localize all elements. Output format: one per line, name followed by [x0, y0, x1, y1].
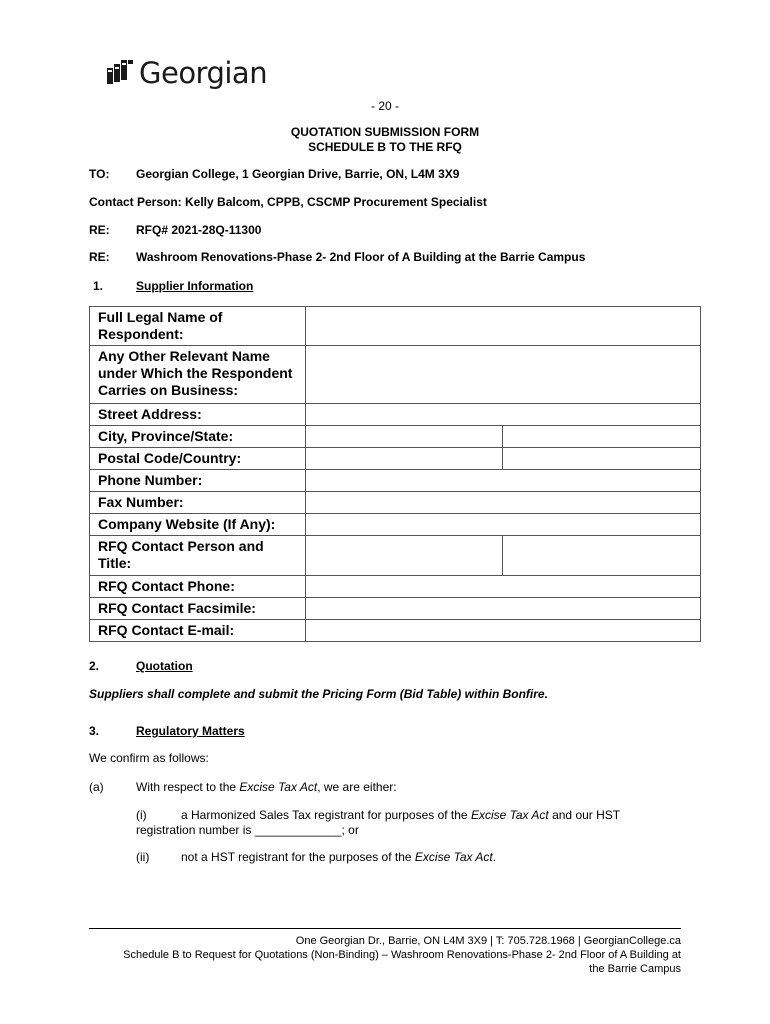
item-text: a Harmonized Sales Tax registrant for purposes of the: [181, 808, 471, 822]
field-label: RFQ Contact Person and Title:: [90, 536, 306, 576]
footer-address: One Georgian Dr., Barrie, ON L4M 3X9 | T: 705.728.1968 | GeorgianCollege.ca: [295, 935, 681, 947]
fax-input[interactable]: [306, 492, 701, 514]
form-title: QUOTATION SUBMISSION FORM: [290, 125, 480, 139]
section-3-heading: [89, 724, 245, 738]
item-a: [89, 780, 397, 794]
postal-code-input[interactable]: [306, 448, 503, 470]
table-row: [90, 470, 701, 492]
page-number: - 20 -: [370, 99, 399, 113]
section-number: 1.: [93, 279, 104, 293]
province-input[interactable]: [503, 426, 701, 448]
contact-title-input[interactable]: [503, 536, 701, 576]
to-value: Georgian College, 1 Georgian Drive, Barrie, ON, L4M 3X9: [136, 167, 460, 181]
website-input[interactable]: [306, 514, 701, 536]
country-input[interactable]: [503, 448, 701, 470]
georgian-logo: [105, 56, 267, 90]
to-line: [89, 167, 459, 181]
item-italic: Excise Tax Act: [470, 808, 549, 822]
section-number: 3.: [89, 724, 100, 738]
supplier-info-table: [89, 306, 701, 642]
field-label: Postal Code/Country:: [90, 448, 306, 470]
re-label: RE:: [89, 223, 110, 237]
field-label: Fax Number:: [90, 492, 306, 514]
field-label: Any Other Relevant Name under Which the Respondent Carries on Business:: [90, 346, 306, 404]
item-text: not a HST registrant for the purposes of the: [181, 850, 415, 864]
re-project-line: [89, 250, 585, 264]
city-input[interactable]: [306, 426, 503, 448]
item-text: and our HST: [548, 808, 621, 822]
item-text: With respect to the: [136, 780, 240, 794]
re-rfq-value: RFQ# 2021-28Q-11300: [136, 223, 262, 237]
other-name-input[interactable]: [306, 346, 701, 404]
section-title: Regulatory Matters: [136, 724, 245, 738]
table-row: [90, 514, 701, 536]
to-label: TO:: [89, 167, 110, 181]
contact-email-input[interactable]: [306, 620, 701, 642]
table-row: [90, 448, 701, 470]
item-ii: [136, 850, 496, 864]
re-rfq-line: [89, 223, 261, 237]
field-label: Phone Number:: [90, 470, 306, 492]
confirm-text: We confirm as follows:: [89, 751, 209, 765]
re-project-value: Washroom Renovations-Phase 2- 2nd Floor of A Building at the Barrie Campus: [136, 250, 586, 264]
quotation-text: Suppliers shall complete and submit the Pricing Form (Bid Table) within Bonfire.: [89, 687, 548, 701]
phone-input[interactable]: [306, 470, 701, 492]
field-label: RFQ Contact Phone:: [90, 576, 306, 598]
field-label: Company Website (If Any):: [90, 514, 306, 536]
full-legal-name-input[interactable]: [306, 307, 701, 346]
table-row: [90, 598, 701, 620]
field-label: Street Address:: [90, 404, 306, 426]
table-row: [90, 404, 701, 426]
item-label: (i): [136, 808, 147, 822]
field-label: City, Province/State:: [90, 426, 306, 448]
form-subtitle: SCHEDULE B TO THE RFQ: [308, 140, 462, 154]
table-row: [90, 536, 701, 576]
contact-phone-input[interactable]: [306, 576, 701, 598]
item-text: , we are either:: [317, 780, 397, 794]
georgian-logo-icon: [105, 58, 135, 88]
street-address-input[interactable]: [306, 404, 701, 426]
section-2-heading: [89, 659, 193, 673]
item-label: (ii): [136, 850, 150, 864]
item-i-line2: registration number is _____________; or: [136, 823, 359, 837]
table-row: [90, 307, 701, 346]
footer-divider: [89, 928, 681, 929]
logo-text: Georgian: [139, 56, 268, 90]
contact-person-line: Contact Person: Kelly Balcom, CPPB, CSCMP Procurement Specialist: [89, 195, 487, 209]
item-text: .: [492, 850, 497, 864]
contact-fax-input[interactable]: [306, 598, 701, 620]
table-row: [90, 576, 701, 598]
field-label: Full Legal Name of Respondent:: [90, 307, 306, 346]
item-i: [136, 808, 620, 822]
table-row: [90, 620, 701, 642]
table-row: [90, 426, 701, 448]
re-label: RE:: [89, 250, 110, 264]
section-title: Quotation: [136, 659, 193, 673]
field-label: RFQ Contact Facsimile:: [90, 598, 306, 620]
field-label: RFQ Contact E-mail:: [90, 620, 306, 642]
section-title: Supplier Information: [136, 279, 254, 293]
section-1-heading: [89, 279, 253, 293]
section-number: 2.: [89, 659, 100, 673]
table-row: [90, 346, 701, 404]
footer-schedule: Schedule B to Request for Quotations (Non-Binding) – Washroom Renovations-Phase 2- 2nd Floor of A Building at: [123, 949, 681, 961]
item-italic: Excise Tax Act: [239, 780, 318, 794]
contact-person-input[interactable]: [306, 536, 503, 576]
table-row: [90, 492, 701, 514]
footer-schedule-cont: the Barrie Campus: [589, 963, 681, 975]
item-label: (a): [89, 780, 104, 794]
item-italic: Excise Tax Act: [414, 850, 493, 864]
